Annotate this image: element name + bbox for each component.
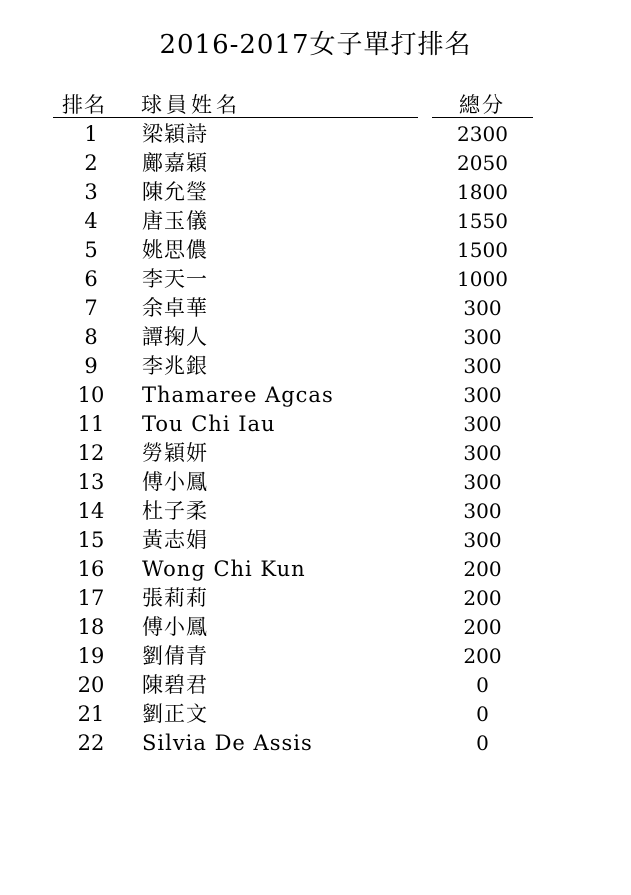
table-row	[0, 323, 631, 352]
table-row	[0, 555, 631, 584]
rank-cell: 17	[77, 586, 105, 610]
rank-cell: 5	[84, 238, 98, 262]
player-name-cell: Wong Chi Kun	[142, 557, 306, 581]
rank-cell: 10	[77, 383, 105, 407]
score-cell: 1800	[457, 180, 508, 204]
score-cell: 200	[463, 557, 502, 581]
table-row	[0, 120, 631, 149]
table-row	[0, 265, 631, 294]
table-row	[0, 294, 631, 323]
rank-cell: 14	[77, 499, 105, 523]
player-name-cell: 傅小鳳	[142, 615, 208, 639]
table-row	[0, 439, 631, 468]
rank-cell: 7	[84, 296, 98, 320]
score-cell: 2050	[457, 151, 508, 175]
rank-cell: 4	[84, 209, 98, 233]
table-row	[0, 381, 631, 410]
page-title: 2016-2017女子單打排名	[159, 30, 472, 60]
player-name-cell: 張莉莉	[142, 586, 208, 610]
score-cell: 200	[463, 615, 502, 639]
score-cell: 300	[463, 412, 502, 436]
score-cell: 300	[463, 499, 502, 523]
table-row	[0, 149, 631, 178]
player-name-cell: 梁穎詩	[142, 122, 208, 146]
column-header-rank: 排名	[62, 93, 106, 117]
score-cell: 300	[463, 528, 502, 552]
score-cell: 0	[476, 702, 489, 726]
table-row	[0, 468, 631, 497]
table-row	[0, 613, 631, 642]
rank-cell: 21	[77, 702, 105, 726]
rank-cell: 1	[84, 122, 98, 146]
score-cell: 300	[463, 354, 502, 378]
column-header-name: 球員姓名	[141, 93, 241, 117]
rank-cell: 19	[77, 644, 105, 668]
rank-cell: 8	[84, 325, 98, 349]
score-cell: 1500	[457, 238, 508, 262]
column-header-score: 總分	[459, 93, 505, 117]
rank-cell: 13	[77, 470, 105, 494]
score-cell: 200	[463, 644, 502, 668]
rank-cell: 11	[77, 412, 105, 436]
player-name-cell: 劉正文	[142, 702, 208, 726]
score-cell: 1000	[457, 267, 508, 291]
score-cell: 300	[463, 383, 502, 407]
rank-cell: 22	[77, 731, 105, 755]
player-name-cell: 傅小鳳	[142, 470, 208, 494]
ranking-table	[0, 120, 631, 758]
player-name-cell: 余卓華	[142, 296, 208, 320]
table-row	[0, 207, 631, 236]
table-row	[0, 410, 631, 439]
table-row	[0, 729, 631, 758]
header-divider-right	[432, 117, 533, 118]
table-row	[0, 584, 631, 613]
rank-cell: 2	[84, 151, 98, 175]
table-header	[0, 91, 631, 119]
player-name-cell: 鄺嘉穎	[142, 151, 208, 175]
score-cell: 300	[463, 441, 502, 465]
rank-cell: 12	[77, 441, 105, 465]
score-cell: 300	[463, 470, 502, 494]
player-name-cell: 陳允瑩	[142, 180, 208, 204]
table-row	[0, 178, 631, 207]
player-name-cell: 陳碧君	[142, 673, 208, 697]
player-name-cell: 譚掬人	[142, 325, 208, 349]
table-row	[0, 352, 631, 381]
player-name-cell: 唐玉儀	[142, 209, 208, 233]
player-name-cell: 李兆銀	[142, 354, 208, 378]
rank-cell: 6	[84, 267, 98, 291]
header-divider-left	[53, 117, 418, 118]
player-name-cell: Tou Chi Iau	[142, 412, 276, 436]
player-name-cell: 李天一	[142, 267, 208, 291]
rank-cell: 18	[77, 615, 105, 639]
player-name-cell: 杜子柔	[142, 499, 208, 523]
score-cell: 2300	[457, 122, 508, 146]
player-name-cell: 姚思儂	[142, 238, 208, 262]
score-cell: 200	[463, 586, 502, 610]
score-cell: 0	[476, 673, 489, 697]
player-name-cell: Silvia De Assis	[142, 731, 313, 755]
table-row	[0, 671, 631, 700]
table-row	[0, 642, 631, 671]
score-cell: 0	[476, 731, 489, 755]
rank-cell: 9	[84, 354, 98, 378]
score-cell: 300	[463, 296, 502, 320]
table-row	[0, 526, 631, 555]
rank-cell: 20	[77, 673, 105, 697]
rank-cell: 3	[84, 180, 98, 204]
player-name-cell: 黃志娟	[142, 528, 208, 552]
table-row	[0, 236, 631, 265]
player-name-cell: Thamaree Agcas	[142, 383, 334, 407]
score-cell: 300	[463, 325, 502, 349]
player-name-cell: 勞穎妍	[142, 441, 208, 465]
table-row	[0, 497, 631, 526]
table-row	[0, 700, 631, 729]
score-cell: 1550	[457, 209, 508, 233]
rank-cell: 15	[77, 528, 105, 552]
rank-cell: 16	[77, 557, 105, 581]
player-name-cell: 劉倩青	[142, 644, 208, 668]
